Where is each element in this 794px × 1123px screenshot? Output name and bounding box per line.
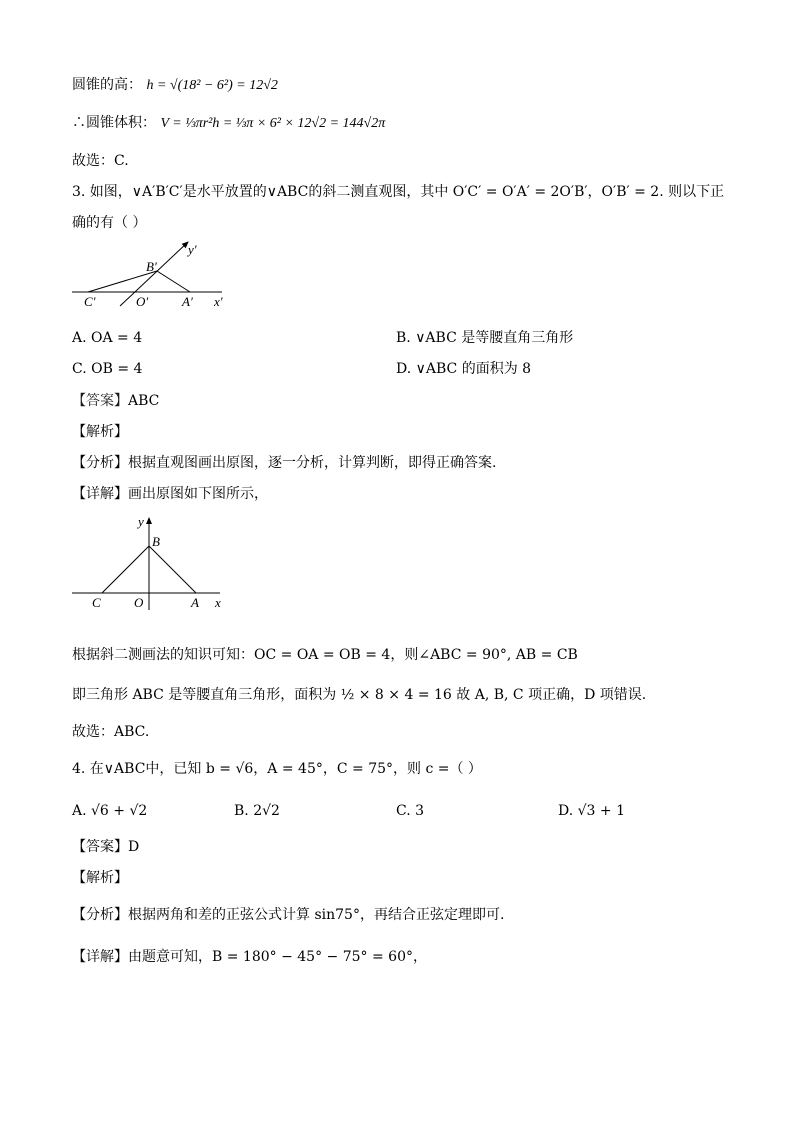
choose-c: 故选：C. [72,153,129,169]
q3-knowledge: 根据斜二测画法的知识可知：OC = OA = OB = 4，则∠ABC = 90°, AB = CB [72,647,578,663]
q3-original-figure [70,512,230,612]
q4-text: 4. 在∨ABC中，已知 b = √6，A = 45°，C = 75°，则 c =（ ） [72,761,482,777]
fenxi-tag: 【分析】 [72,455,128,471]
segment-b-a [149,546,196,593]
answer-tag: 【答案】 [72,393,128,409]
q3-option-c: C. OB = 4 [72,361,143,377]
xiangjie-text: 由题意可知，B = 180° − 45° − 75° = 60°， [128,949,427,965]
label-x: x′ [214,294,223,309]
label-o: O [134,595,144,610]
q3-option-a: A. OA = 4 [72,330,143,346]
q3-conclusion: 即三角形 ABC 是等腰直角三角形，面积为 ½ × 8 × 4 = 16 故 A, B, C 项正确，D 项错误. [72,687,647,703]
label-a: A [191,595,199,610]
cone-height-line [72,76,278,95]
q4-option-a: A. √6 + √2 [72,803,148,819]
q3-analysis-tag: 【解析】 [72,424,128,440]
cone-volume-expr: V = ⅓πr²h = ⅓π × 6² × 12√2 = 144√2π [160,116,386,131]
xiangjie-tag: 【详解】 [72,486,128,502]
q3-xiangjie-line [72,485,268,503]
q4-fenxi-line [72,906,504,924]
q4-analysis-tag: 【解析】 [72,870,128,886]
cone-height-expr: h = √(18² − 6²) = 12√2 [146,78,278,93]
q3-text-1: 3. 如图，∨A′B′C′是水平放置的∨ABC的斜二测直观图，其中 O′C′ = O′A′ = 2O′B′，O′B′ = 2. 则以下正 [72,184,725,200]
q4-option-d: D. √3 + 1 [558,803,625,819]
segment-c-b [102,546,149,593]
fenxi-tag: 【分析】 [72,907,128,923]
label-a: A′ [182,294,193,309]
q3-option-d: D. ∨ABC 的面积为 8 [396,361,532,377]
label-x: x [215,595,221,610]
label-b: B [152,534,160,549]
q3-choose: 故选：ABC. [72,724,150,740]
xiangjie-text: 画出原图如下图所示， [128,486,268,502]
fenxi-text: 根据直观图画出原图，逐一分析，计算判断，即得正确答案. [128,455,497,471]
answer-value: D [128,839,140,855]
q3-answer-line [72,392,159,410]
q3-option-b: B. ∨ABC 是等腰直角三角形 [396,330,574,346]
answer-value: ABC [128,393,160,409]
label-o: O′ [136,294,149,309]
q3-text-2: 确的有（ ） [72,215,147,231]
xiangjie-tag: 【详解】 [72,949,128,965]
cone-volume-label: ∴圆锥体积： [72,115,156,131]
q4-option-c: C. 3 [396,803,425,819]
y-axis [120,242,188,306]
q3-oblique-figure [70,236,240,310]
q3-fenxi-line [72,454,496,472]
q4-option-b: B. 2√2 [234,803,280,819]
label-b: B′ [146,259,157,274]
cone-height-label: 圆锥的高： [72,77,142,93]
segment-b-a [157,271,190,292]
label-c: C′ [84,294,96,309]
label-y: y [138,514,144,529]
fenxi-text: 根据两角和差的正弦公式计算 sin75°，再结合正弦定理即可. [128,907,505,923]
answer-tag: 【答案】 [72,839,128,855]
q4-xiangjie-line [72,948,427,966]
q4-answer-line [72,838,139,856]
cone-volume-line [72,114,385,133]
label-y: y′ [188,242,197,257]
label-c: C [92,595,101,610]
